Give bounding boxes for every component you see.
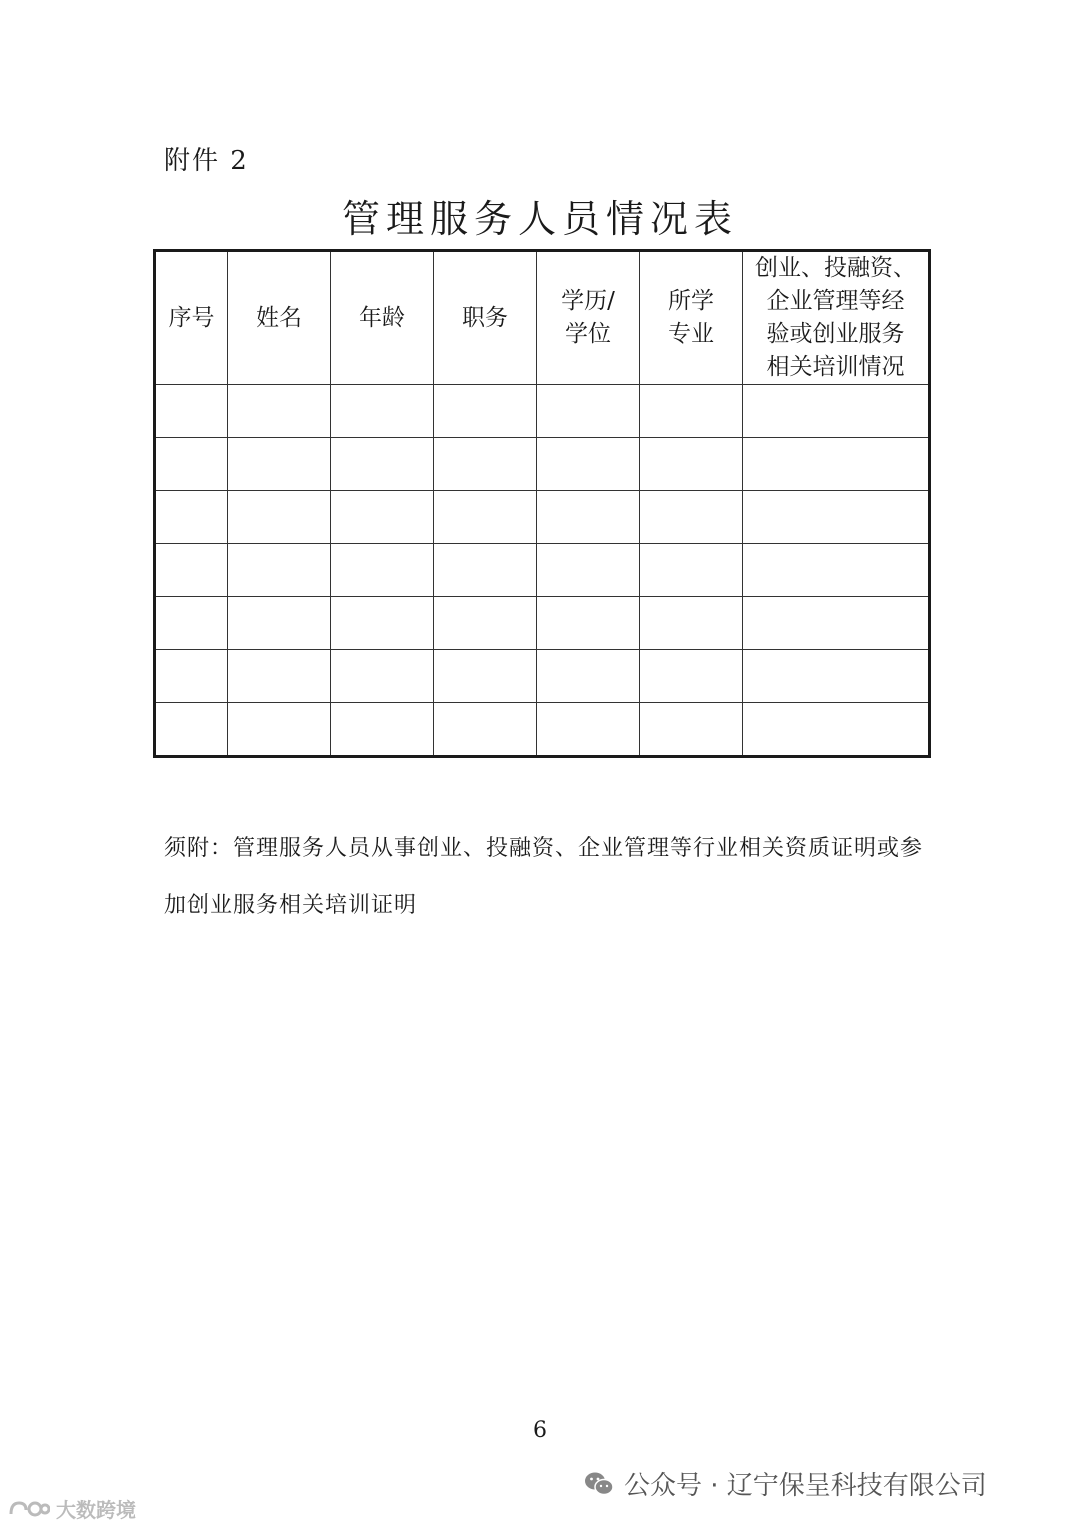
header-major: 所学 专业 xyxy=(640,251,743,385)
table-row xyxy=(155,544,930,597)
table-cell[interactable] xyxy=(537,650,640,703)
table-cell[interactable] xyxy=(228,544,331,597)
table-cell[interactable] xyxy=(640,597,743,650)
table-cell[interactable] xyxy=(155,491,228,544)
table-cell[interactable] xyxy=(228,438,331,491)
table-cell[interactable] xyxy=(434,650,537,703)
table-cell[interactable] xyxy=(434,597,537,650)
table-cell[interactable] xyxy=(331,597,434,650)
table-cell[interactable] xyxy=(743,491,930,544)
table-cell[interactable] xyxy=(743,438,930,491)
table-cell[interactable] xyxy=(537,385,640,438)
header-age: 年龄 xyxy=(331,251,434,385)
table-cell[interactable] xyxy=(434,491,537,544)
table-cell[interactable] xyxy=(155,385,228,438)
table-cell[interactable] xyxy=(640,385,743,438)
table-row xyxy=(155,385,930,438)
table-cell[interactable] xyxy=(155,703,228,757)
table-cell[interactable] xyxy=(640,650,743,703)
attachment-label: 附件 2 xyxy=(164,146,249,176)
table-row xyxy=(155,438,930,491)
table-cell[interactable] xyxy=(331,650,434,703)
table-cell[interactable] xyxy=(743,650,930,703)
table-cell[interactable] xyxy=(743,703,930,757)
table-cell[interactable] xyxy=(640,703,743,757)
table-cell[interactable] xyxy=(155,650,228,703)
table-row xyxy=(155,650,930,703)
table-cell[interactable] xyxy=(155,544,228,597)
footer-text: 公众号 · 辽宁保呈科技有限公司 xyxy=(624,1471,987,1501)
table-cell[interactable] xyxy=(640,544,743,597)
watermark-logo-icon xyxy=(8,1499,50,1519)
watermark-text: 大数跨境 xyxy=(56,1498,136,1522)
document-title: 管理服务人员情况表 xyxy=(341,197,738,241)
table-cell[interactable] xyxy=(434,703,537,757)
table-cell[interactable] xyxy=(331,703,434,757)
table-cell[interactable] xyxy=(434,544,537,597)
wechat-icon xyxy=(584,1471,614,1497)
header-position: 职务 xyxy=(434,251,537,385)
table-cell[interactable] xyxy=(331,544,434,597)
table-cell[interactable] xyxy=(537,703,640,757)
header-experience: 创业、投融资、 企业管理等经 验或创业服务 相关培训情况 xyxy=(743,251,930,385)
table-cell[interactable] xyxy=(537,544,640,597)
footer-source xyxy=(584,1465,987,1502)
staff-table xyxy=(153,249,931,758)
table-cell[interactable] xyxy=(537,438,640,491)
table-header-row xyxy=(155,251,930,385)
table-cell[interactable] xyxy=(155,597,228,650)
table-cell[interactable] xyxy=(743,385,930,438)
table-cell[interactable] xyxy=(743,544,930,597)
table-row xyxy=(155,597,930,650)
table-cell[interactable] xyxy=(228,650,331,703)
table-body xyxy=(155,385,930,757)
table-cell[interactable] xyxy=(228,703,331,757)
table-cell[interactable] xyxy=(743,597,930,650)
table-cell[interactable] xyxy=(640,438,743,491)
note-text: 须附：管理服务人员从事创业、投融资、企业管理等行业相关资质证明或参加创业服务相关培训证明 xyxy=(164,836,924,918)
watermark xyxy=(8,1494,136,1523)
header-name: 姓名 xyxy=(228,251,331,385)
table-cell[interactable] xyxy=(537,597,640,650)
table-cell[interactable] xyxy=(640,491,743,544)
table-cell[interactable] xyxy=(434,385,537,438)
table-cell[interactable] xyxy=(537,491,640,544)
table-cell[interactable] xyxy=(228,597,331,650)
header-seq: 序号 xyxy=(155,251,228,385)
table-cell[interactable] xyxy=(331,385,434,438)
table-row xyxy=(155,491,930,544)
table-row xyxy=(155,703,930,757)
table-cell[interactable] xyxy=(228,385,331,438)
table-cell[interactable] xyxy=(228,491,331,544)
page-number: 6 xyxy=(533,1418,547,1443)
table-cell[interactable] xyxy=(331,438,434,491)
table-cell[interactable] xyxy=(155,438,228,491)
table-cell[interactable] xyxy=(434,438,537,491)
table-cell[interactable] xyxy=(331,491,434,544)
header-education: 学历/ 学位 xyxy=(537,251,640,385)
